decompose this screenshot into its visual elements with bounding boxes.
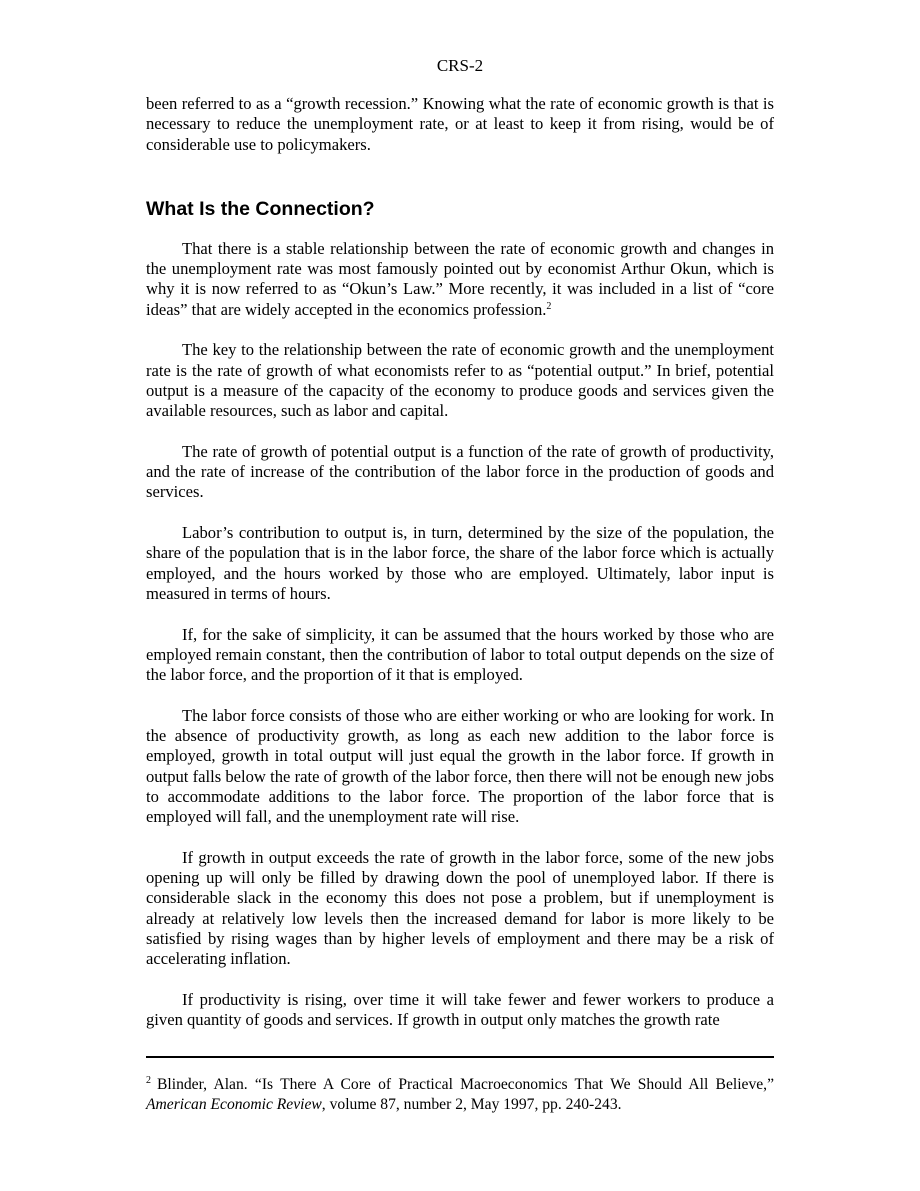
paragraph-okun-text: That there is a stable relationship between the rate of economic growth and changes in the unemployment rate was most famously pointed out by economist Arthur Okun, which is why it is now referred to as “Okun’s Law.” More recently, it was included in a list of “core ideas” that are widely accepted in the economics profession. <box>146 238 774 319</box>
footnote-journal: American Economic Review <box>146 1096 322 1113</box>
paragraph-productivity: If productivity is rising, over time it will take fewer and fewer workers to produce a given quantity of goods and services. If growth in output only matches the growth rate <box>146 989 774 1030</box>
paragraph-potential-output: The key to the relationship between the rate of economic growth and the unemployment rate is the rate of growth of what economists refer to as “potential output.” In brief, potential output is a measure of the capacity of the economy to produce goods and services given the available resources, such as labor and capital. <box>146 340 774 421</box>
footnote-citation-start: Blinder, Alan. “Is There A Core of Practical Macroeconomics That We Should All Believe,” <box>157 1076 774 1093</box>
footnote <box>146 1075 774 1115</box>
paragraph-okun <box>146 239 774 320</box>
paragraph-labor-force: The labor force consists of those who are either working or who are looking for work. In the absence of productivity growth, as long as each new addition to the labor force is employed, growth in total output will just equal the growth in the labor force. If growth in output falls below the rate of growth of the labor force, then there will not be enough new jobs to accommodate additions to the labor force. The proportion of the labor force that is employed will fall, and the unemployment rate will rise. <box>146 705 774 827</box>
section-heading: What Is the Connection? <box>146 197 375 220</box>
footnote-divider <box>146 1056 774 1058</box>
paragraph-continued: been referred to as a “growth recession.” Knowing what the rate of economic growth is that is necessary to reduce the unemployment rate, or at least to keep it from rising, would be of considerable use to policymakers. <box>146 94 774 154</box>
paragraph-output-exceeds: If growth in output exceeds the rate of growth in the labor force, some of the new jobs opening up will only be filled by drawing down the pool of unemployed labor. If there is considerable slack in the economy this does not pose a problem, but if unemployment is already at relatively low levels then the increased demand for labor is more likely to be satisfied by rising wages than by higher levels of employment and there may be a risk of accelerating inflation. <box>146 847 774 969</box>
footnote-citation-end: , volume 87, number 2, May 1997, pp. 240-243. <box>321 1096 622 1113</box>
paragraph-simplicity: If, for the sake of simplicity, it can be assumed that the hours worked by those who are employed remain constant, then the contribution of labor to total output depends on the size of the labor force, and the proportion of it that is employed. <box>146 624 774 685</box>
paragraph-labor-contribution: Labor’s contribution to output is, in turn, determined by the size of the population, the share of the population that is in the labor force, the share of the labor force which is actually employed, and the hours worked by those who are employed. Ultimately, labor input is measured in terms of hours. <box>146 523 774 603</box>
footnote-mark: 2 <box>146 1075 151 1086</box>
paragraph-growth-potential: The rate of growth of potential output is a function of the rate of growth of productivity, and the rate of increase of the contribution of the labor force in the production of goods and services. <box>146 441 774 502</box>
page-header: CRS-2 <box>436 56 484 75</box>
document-body <box>146 94 774 1030</box>
footnote-ref[interactable]: 2 <box>546 300 552 312</box>
